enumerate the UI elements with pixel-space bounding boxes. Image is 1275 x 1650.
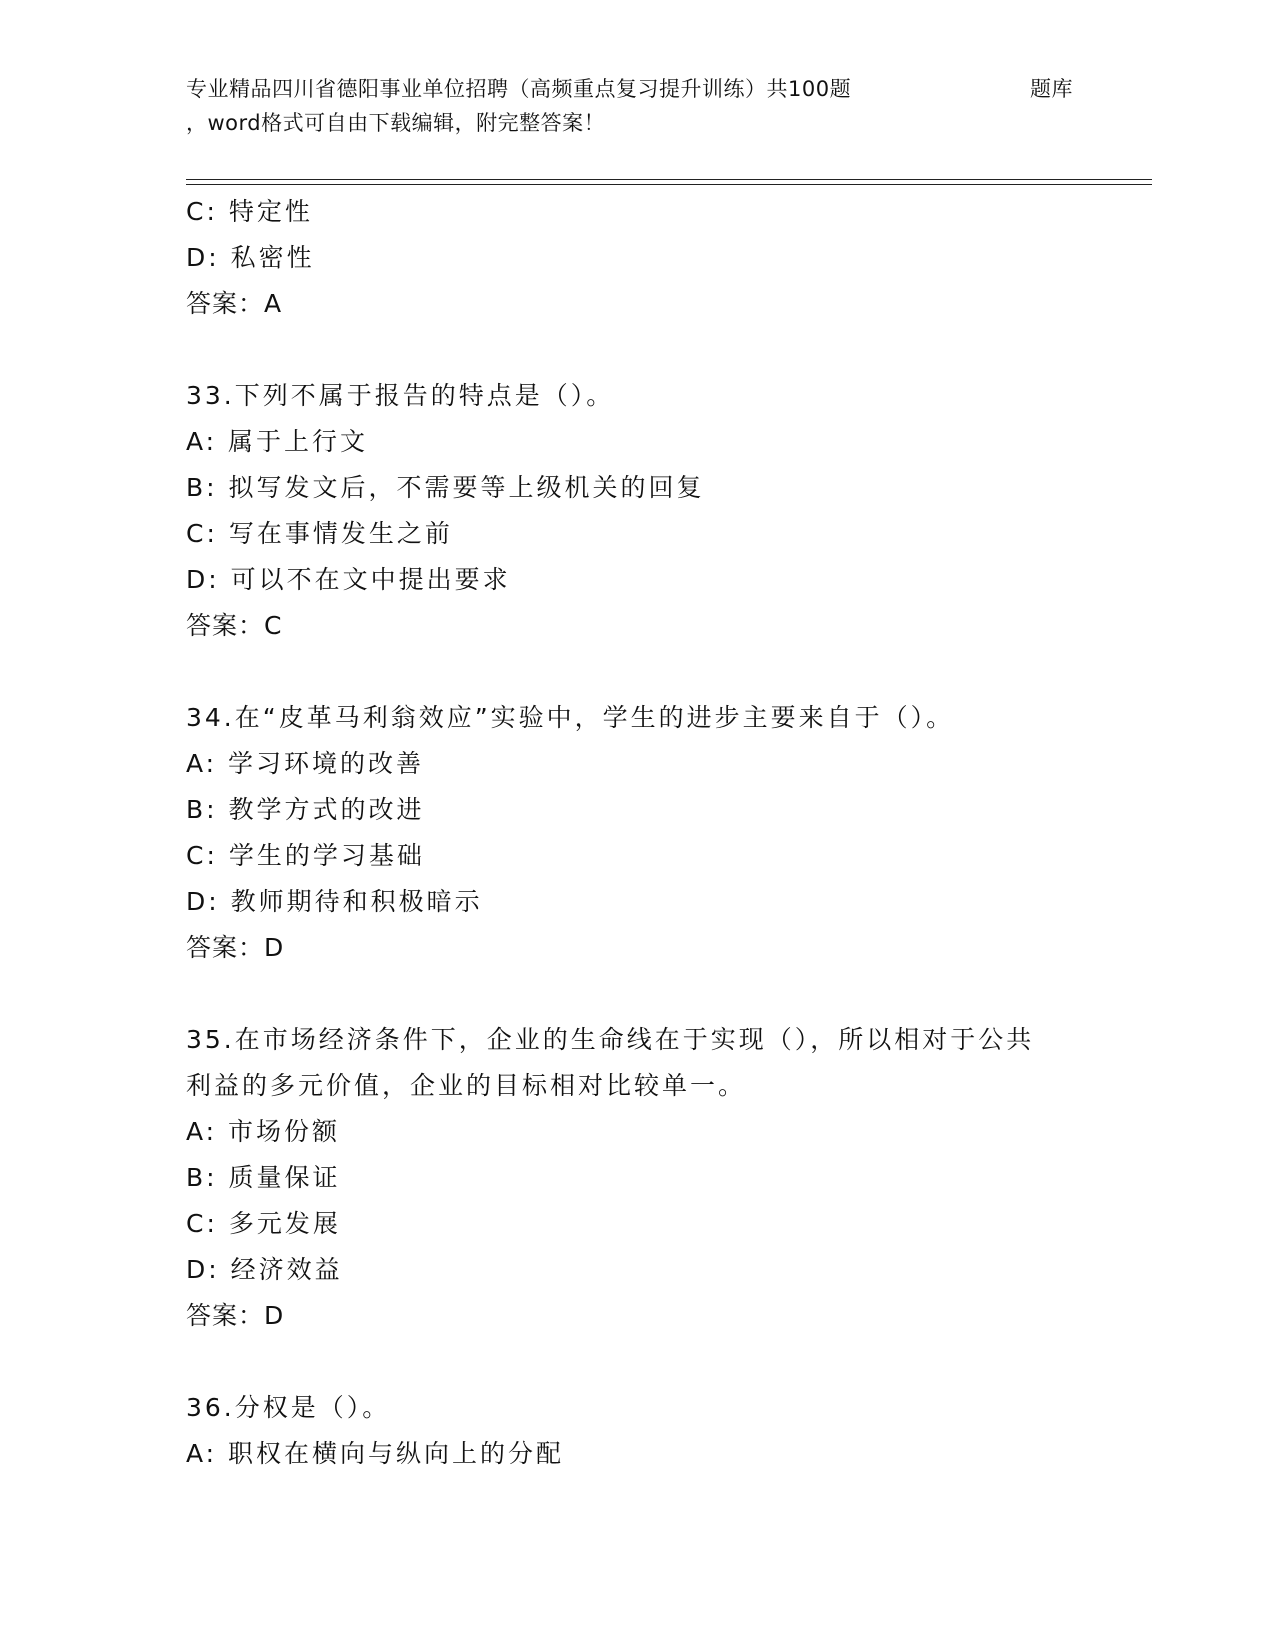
answer-line: 答案：D bbox=[186, 933, 285, 962]
option-c: C: 多元发展 bbox=[186, 1209, 341, 1238]
option-d: D: 教师期待和积极暗示 bbox=[186, 887, 483, 916]
option-b: B: 拟写发文后，不需要等上级机关的回复 bbox=[186, 473, 705, 502]
option-b: B: 质量保证 bbox=[186, 1163, 341, 1192]
option-c: C: 写在事情发生之前 bbox=[186, 519, 453, 548]
question-list bbox=[186, 189, 1086, 1477]
header-divider-top bbox=[186, 179, 1152, 180]
option-c: C: 学生的学习基础 bbox=[186, 841, 425, 870]
answer-line: 答案：A bbox=[186, 289, 283, 318]
option-a: A: 学习环境的改善 bbox=[186, 749, 425, 778]
option-d: D: 经济效益 bbox=[186, 1255, 343, 1284]
question-block-32 bbox=[186, 189, 1086, 327]
question-block-36 bbox=[186, 1385, 1086, 1477]
option-a: A: 属于上行文 bbox=[186, 427, 369, 456]
question-stem: 33.下列不属于报告的特点是（）。 bbox=[186, 381, 615, 410]
header-tag: 题库 bbox=[1030, 77, 1073, 101]
question-block-33 bbox=[186, 373, 1086, 649]
question-stem-line1: 35.在市场经济条件下，企业的生命线在于实现（），所以相对于公共 bbox=[186, 1025, 1035, 1054]
answer-line: 答案：C bbox=[186, 611, 283, 640]
question-block-35 bbox=[186, 1017, 1086, 1339]
option-a: A: 市场份额 bbox=[186, 1117, 341, 1146]
option-b: B: 教学方式的改进 bbox=[186, 795, 425, 824]
option-c: C: 特定性 bbox=[186, 197, 313, 226]
question-stem: 34.在“皮革马利翁效应”实验中，学生的进步主要来自于（）。 bbox=[186, 703, 955, 732]
option-d: D: 私密性 bbox=[186, 243, 315, 272]
option-a: A: 职权在横向与纵向上的分配 bbox=[186, 1439, 565, 1468]
header-divider-bottom bbox=[186, 184, 1152, 185]
page-header bbox=[186, 72, 1086, 140]
answer-line: 答案：D bbox=[186, 1301, 285, 1330]
header-title: 专业精品四川省德阳事业单位招聘（高频重点复习提升训练）共100题 bbox=[186, 77, 852, 101]
question-block-34 bbox=[186, 695, 1086, 971]
option-d: D: 可以不在文中提出要求 bbox=[186, 565, 511, 594]
question-stem-line2: 利益的多元价值，企业的目标相对比较单一。 bbox=[186, 1071, 747, 1100]
question-stem: 36.分权是（）。 bbox=[186, 1393, 391, 1422]
header-subtitle: ，word格式可自由下载编辑，附完整答案！ bbox=[186, 111, 606, 135]
